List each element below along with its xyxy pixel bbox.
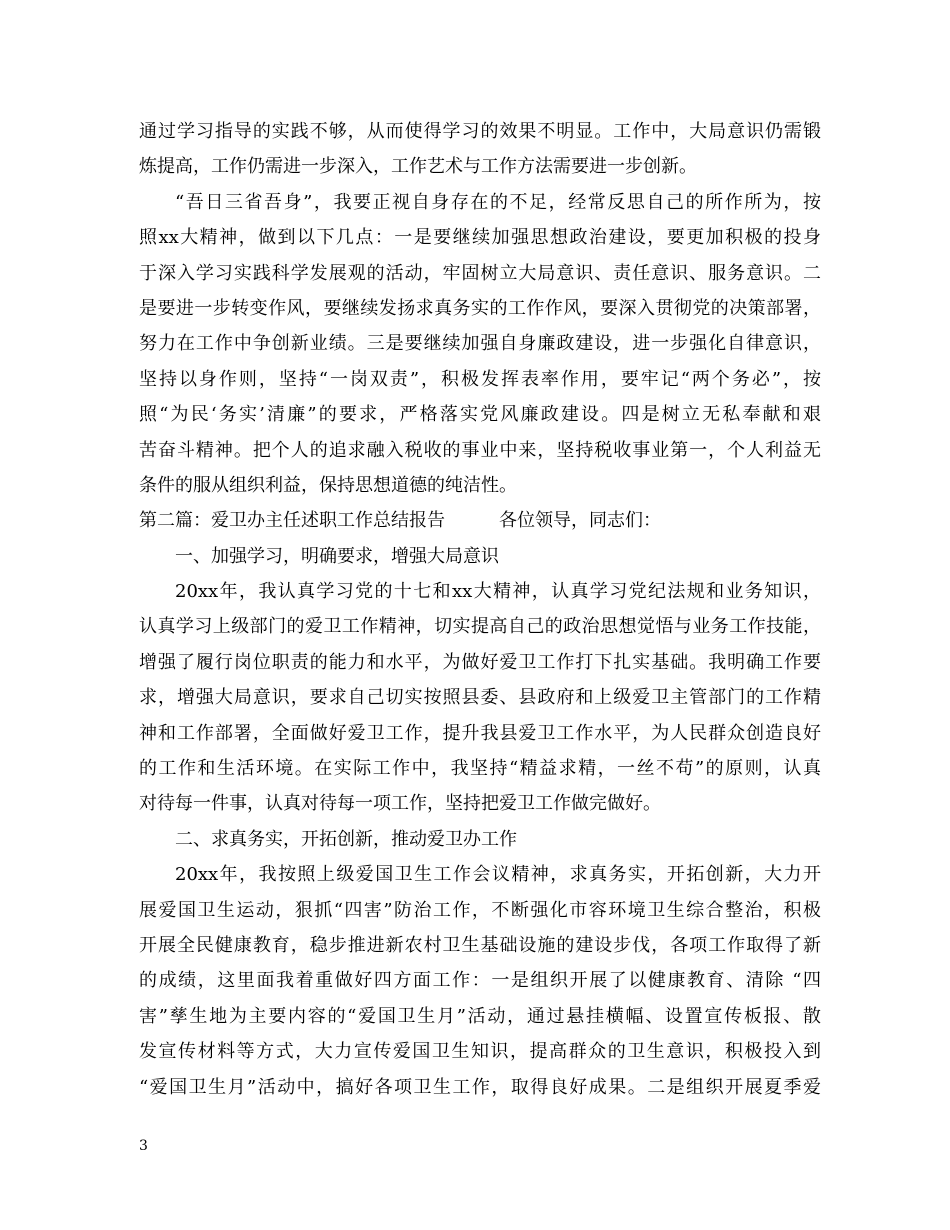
text-line: 对待每一件事，认真对待每一项工作，坚持把爱卫工作做完做好。 — [139, 793, 661, 815]
text-line: 求，增强大局意识，要求自己切实按照县委、县政府和上级爱卫主管部门的工作精 — [139, 687, 821, 709]
section-heading: 第二篇：爱卫办主任述职工作总结报告 各位领导，同志们： — [139, 510, 661, 532]
text-line: 炼提高，工作仍需进一步深入，工作艺术与工作方法需要进一步创新。 — [139, 156, 697, 178]
text-line: 苦奋斗精神。把个人的追求融入税收的事业中来，坚持税收事业第一，个人利益无 — [139, 439, 821, 461]
text-line: 20xx年，我按照上级爱国卫生工作会议精神，求真务实，开拓创新，大力开 — [175, 864, 821, 886]
text-line: 于深入学习实践科学发展观的活动，牢固树立大局意识、责任意识、服务意识。二 — [139, 262, 821, 284]
text-line: 20xx年，我认真学习党的十七和xx大精神，认真学习党纪法规和业务知识， — [175, 581, 821, 603]
text-line: 通过学习指导的实践不够，从而使得学习的效果不明显。工作中，大局意识仍需锻 — [139, 121, 821, 142]
text-line: 的成绩，这里面我着重做好四方面工作：一是组织开展了以健康教育、清除 “四 — [139, 970, 821, 992]
text-line: 是要进一步转变作风，要继续发扬求真务实的工作作风，要深入贯彻党的决策部署， — [139, 297, 821, 319]
text-line: 照xx大精神，做到以下几点：一是要继续加强思想政治建设，要更加积极的投身 — [139, 227, 821, 249]
document-body — [139, 114, 821, 1105]
subsection-heading: 二、求真务实，开拓创新，推动爱卫办工作 — [175, 828, 517, 850]
text-line: 照“为民‘务实’清廉”的要求，严格落实党风廉政建设。四是树立无私奉献和艰 — [139, 404, 821, 426]
text-line: 的工作和生活环境。在实际工作中，我坚持“精益求精，一丝不苟”的原则，认真 — [139, 758, 821, 780]
text-line: 努力在工作中争创新业绩。三是要继续加强自身廉政建设，进一步强化自律意识， — [139, 333, 821, 355]
text-line: 认真学习上级部门的爱卫工作精神，切实提高自己的政治思想觉悟与业务工作技能， — [139, 616, 821, 638]
text-line: 害”孳生地为主要内容的“爱国卫生月”活动，通过悬挂横幅、设置宣传板报、散 — [139, 1005, 821, 1027]
text-line: 开展全民健康教育，稳步推进新农村卫生基础设施的建设步伐，各项工作取得了新 — [139, 934, 821, 956]
page-number: 3 — [139, 1138, 148, 1154]
text-line: 神和工作部署，全面做好爱卫工作，提升我县爱卫工作水平，为人民群众创造良好 — [139, 722, 821, 744]
text-line: 坚持以身作则，坚持“一岗双责”，积极发挥表率作用，要牢记“两个务必”，按 — [139, 368, 821, 390]
text-line: 展爱国卫生运动，狠抓“四害”防治工作，不断强化市容环境卫生综合整治，积极 — [139, 899, 821, 921]
text-line: “吾日三省吾身”，我要正视自身存在的不足，经常反思自己的所作所为，按 — [175, 191, 821, 213]
text-line: 条件的服从组织利益，保持思想道德的纯洁性。 — [139, 474, 517, 496]
subsection-heading: 一、加强学习，明确要求，增强大局意识 — [175, 545, 499, 567]
text-line: 增强了履行岗位职责的能力和水平，为做好爱卫工作打下扎实基础。我明确工作要 — [139, 651, 821, 673]
text-line: 发宣传材料等方式，大力宣传爱国卫生知识，提高群众的卫生意识，积极投入到 — [139, 1041, 821, 1063]
text-line: “爱国卫生月”活动中，搞好各项卫生工作，取得良好成果。二是组织开展夏季爱 — [139, 1076, 821, 1098]
